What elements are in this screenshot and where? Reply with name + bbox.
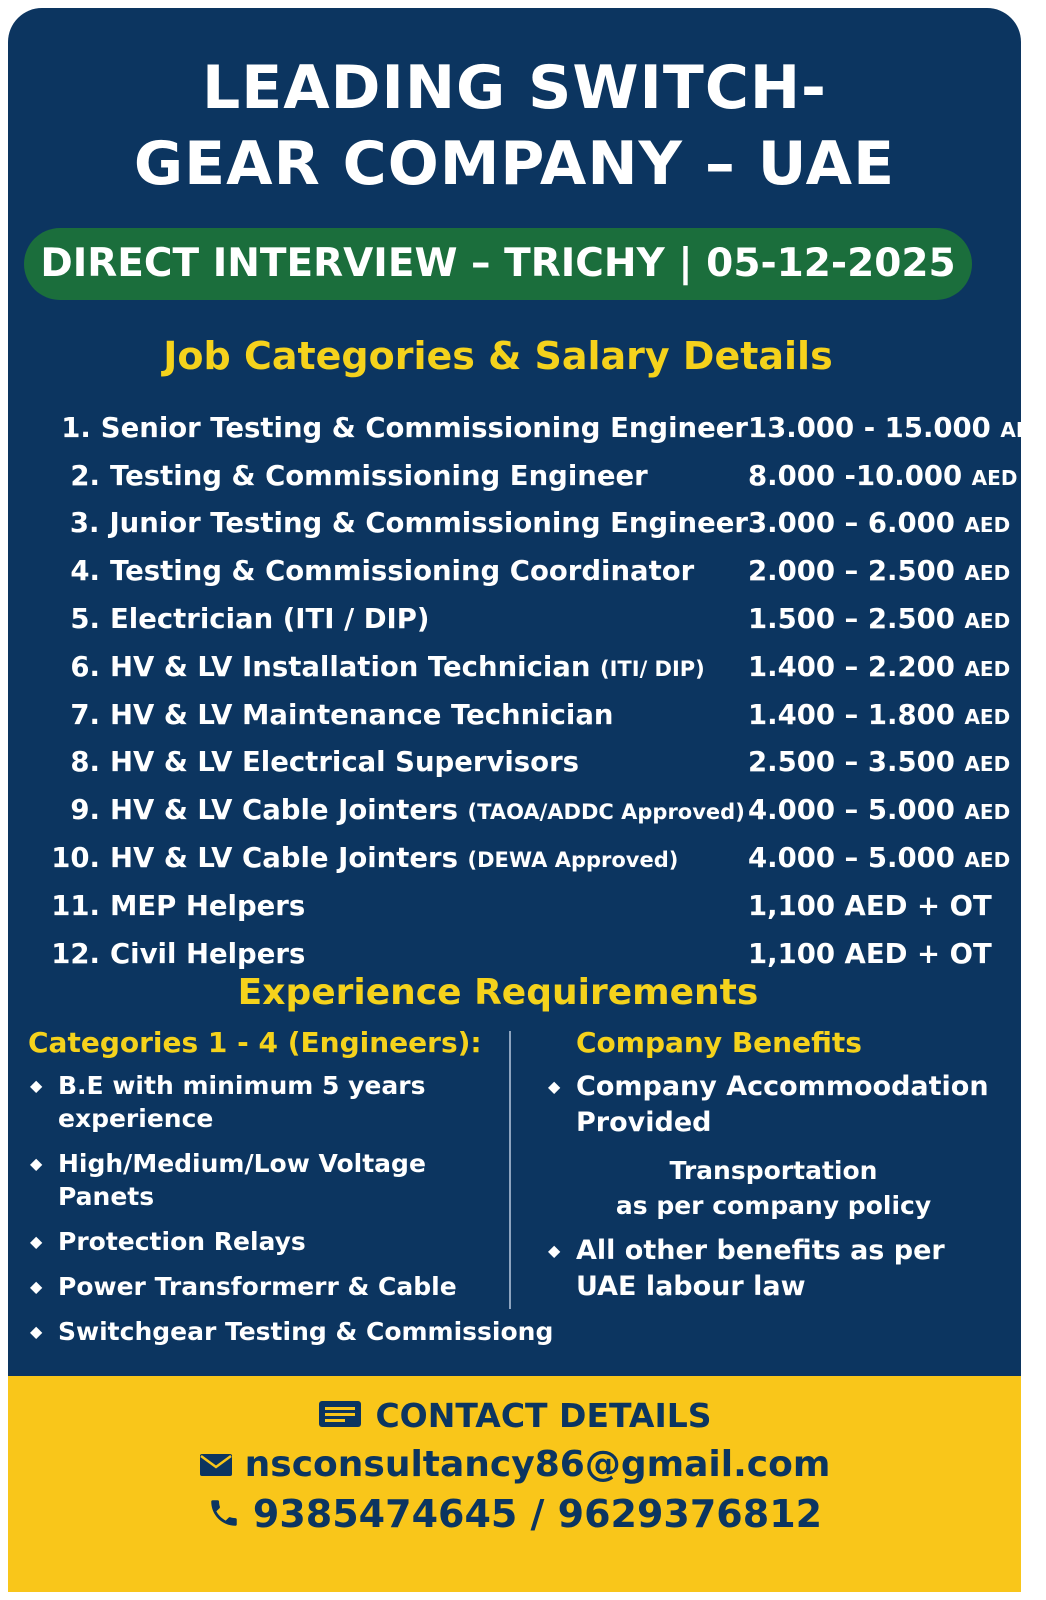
phone-icon <box>207 1495 241 1539</box>
job-title: Electrician (ITI / DIP) <box>110 603 430 636</box>
job-row <box>48 691 1011 739</box>
job-title: Junior Testing & Commissioning Engineer <box>109 507 748 540</box>
job-salary: 2.000 – 2.500 AED <box>748 555 1011 588</box>
job-row <box>48 404 1046 452</box>
requirement-item: ◆ Power Transformerr & Cable <box>30 1272 457 1301</box>
id-card-icon <box>317 1398 363 1438</box>
job-salary: 4.000 – 5.000 AED <box>748 794 1011 827</box>
engineer-requirements <box>28 1026 554 1360</box>
company-benefits <box>546 1026 1001 1317</box>
contact-phones[interactable]: 9385474645 / 9629376812 <box>8 1492 1021 1539</box>
column-divider <box>509 1031 511 1309</box>
bullet-diamond-icon: ◆ <box>30 1232 43 1251</box>
job-number: 5. <box>70 603 100 636</box>
bullet-diamond-icon: ◆ <box>548 1241 561 1260</box>
bullet-diamond-icon: ◆ <box>30 1277 43 1296</box>
bullet-diamond-icon: ◆ <box>30 1076 43 1095</box>
envelope-icon <box>199 1446 233 1487</box>
job-row <box>48 739 1011 787</box>
job-title: Testing & Commissioning Engineer <box>110 459 648 492</box>
interview-banner: DIRECT INTERVIEW – TRICHY | 05-12-2025 <box>24 228 972 300</box>
requirement-item: ◆ Protection Relays <box>30 1227 306 1256</box>
jobs-section-title: Job Categories & Salary Details <box>163 334 833 378</box>
headline-line-2: GEAR COMPANY – UAE <box>133 129 896 199</box>
job-note: (DEWA Approved) <box>467 848 679 873</box>
benefits-title: Company Benefits <box>576 1026 862 1059</box>
job-number: 10. <box>51 842 100 875</box>
requirement-item: ◆ B.E with minimum 5 years experience <box>30 1071 426 1133</box>
job-note: (TAOA/ADDC Approved) <box>467 800 745 825</box>
job-row <box>48 547 1011 595</box>
bullet-diamond-icon: ◆ <box>30 1322 43 1341</box>
benefit-item: ◆ Company Accommoodation Provided <box>548 1071 989 1138</box>
job-salary: 1.400 – 1.800 AED <box>748 698 1011 731</box>
job-number: 6. <box>70 650 100 683</box>
job-title: HV & LV Cable Jointers (DEWA Approved) <box>110 842 679 875</box>
benefit-item: ◆ All other benefits as per UAE labour law <box>548 1235 945 1302</box>
experience-benefits-columns <box>28 1026 1003 1346</box>
job-title: HV & LV Cable Jointers (TAOA/ADDC Approved) <box>110 794 745 827</box>
job-row <box>48 834 1011 882</box>
job-number: 9. <box>70 794 100 827</box>
bullet-diamond-icon: ◆ <box>30 1154 43 1173</box>
contact-title: CONTACT DETAILS <box>8 1396 1021 1438</box>
job-title: Civil Helpers <box>110 937 306 970</box>
job-number: 2. <box>70 459 100 492</box>
job-row <box>48 882 1008 930</box>
job-poster <box>8 8 1046 1592</box>
bullet-diamond-icon: ◆ <box>548 1077 561 1096</box>
job-row <box>48 500 1011 548</box>
job-salary: 4.000 – 5.000 AED <box>748 842 1011 875</box>
job-salary: 2.500 – 3.500 AED <box>748 746 1011 779</box>
job-note: (ITI/ DIP) <box>600 656 705 681</box>
job-row <box>48 643 1011 691</box>
job-row <box>48 595 1011 643</box>
requirement-item: ◆ High/Medium/Low Voltage Panets <box>30 1149 426 1211</box>
job-number: 1. <box>61 411 91 444</box>
job-row <box>48 786 1011 834</box>
job-row <box>48 930 1008 978</box>
job-number: 7. <box>70 698 100 731</box>
job-salary: 1,100 AED + OT <box>748 937 992 970</box>
job-title: Testing & Commissioning Coordinator <box>110 555 695 588</box>
job-list <box>48 404 1046 978</box>
requirements-title: Categories 1 - 4 (Engineers): <box>28 1026 482 1059</box>
job-salary: 1.400 – 2.200 AED <box>748 650 1011 683</box>
job-salary: 1,100 AED + OT <box>748 889 992 922</box>
job-title: HV & LV Installation Technician (ITI/ DIP) <box>110 650 705 683</box>
headline <box>8 50 1021 202</box>
job-salary: 13.000 - 15.000 AED <box>748 411 1046 444</box>
job-title: HV & LV Maintenance Technician <box>110 698 614 731</box>
contact-email[interactable]: nsconsultancy86@gmail.com <box>8 1444 1021 1487</box>
contact-footer <box>8 1376 1021 1592</box>
requirement-item: ◆ Switchgear Testing & Commissiong <box>30 1317 554 1346</box>
job-number: 11. <box>51 889 100 922</box>
job-salary: 8.000 -10.000 AED <box>748 459 1018 492</box>
job-number: 8. <box>70 746 100 779</box>
job-row <box>48 452 1018 500</box>
headline-line-1: LEADING SWITCH- <box>202 53 827 123</box>
job-salary: 1.500 – 2.500 AED <box>748 603 1011 636</box>
job-number: 4. <box>70 555 100 588</box>
job-title: MEP Helpers <box>110 889 306 922</box>
experience-section-title: Experience Requirements <box>237 972 759 1013</box>
job-number: 3. <box>69 507 100 540</box>
benefit-transportation: Transportation as per company policy <box>615 1156 932 1220</box>
job-title: Senior Testing & Commissioning Engineer <box>100 411 748 444</box>
job-title: HV & LV Electrical Supervisors <box>110 746 580 779</box>
job-number: 12. <box>51 937 100 970</box>
job-salary: 3.000 – 6.000 AED <box>748 507 1011 540</box>
